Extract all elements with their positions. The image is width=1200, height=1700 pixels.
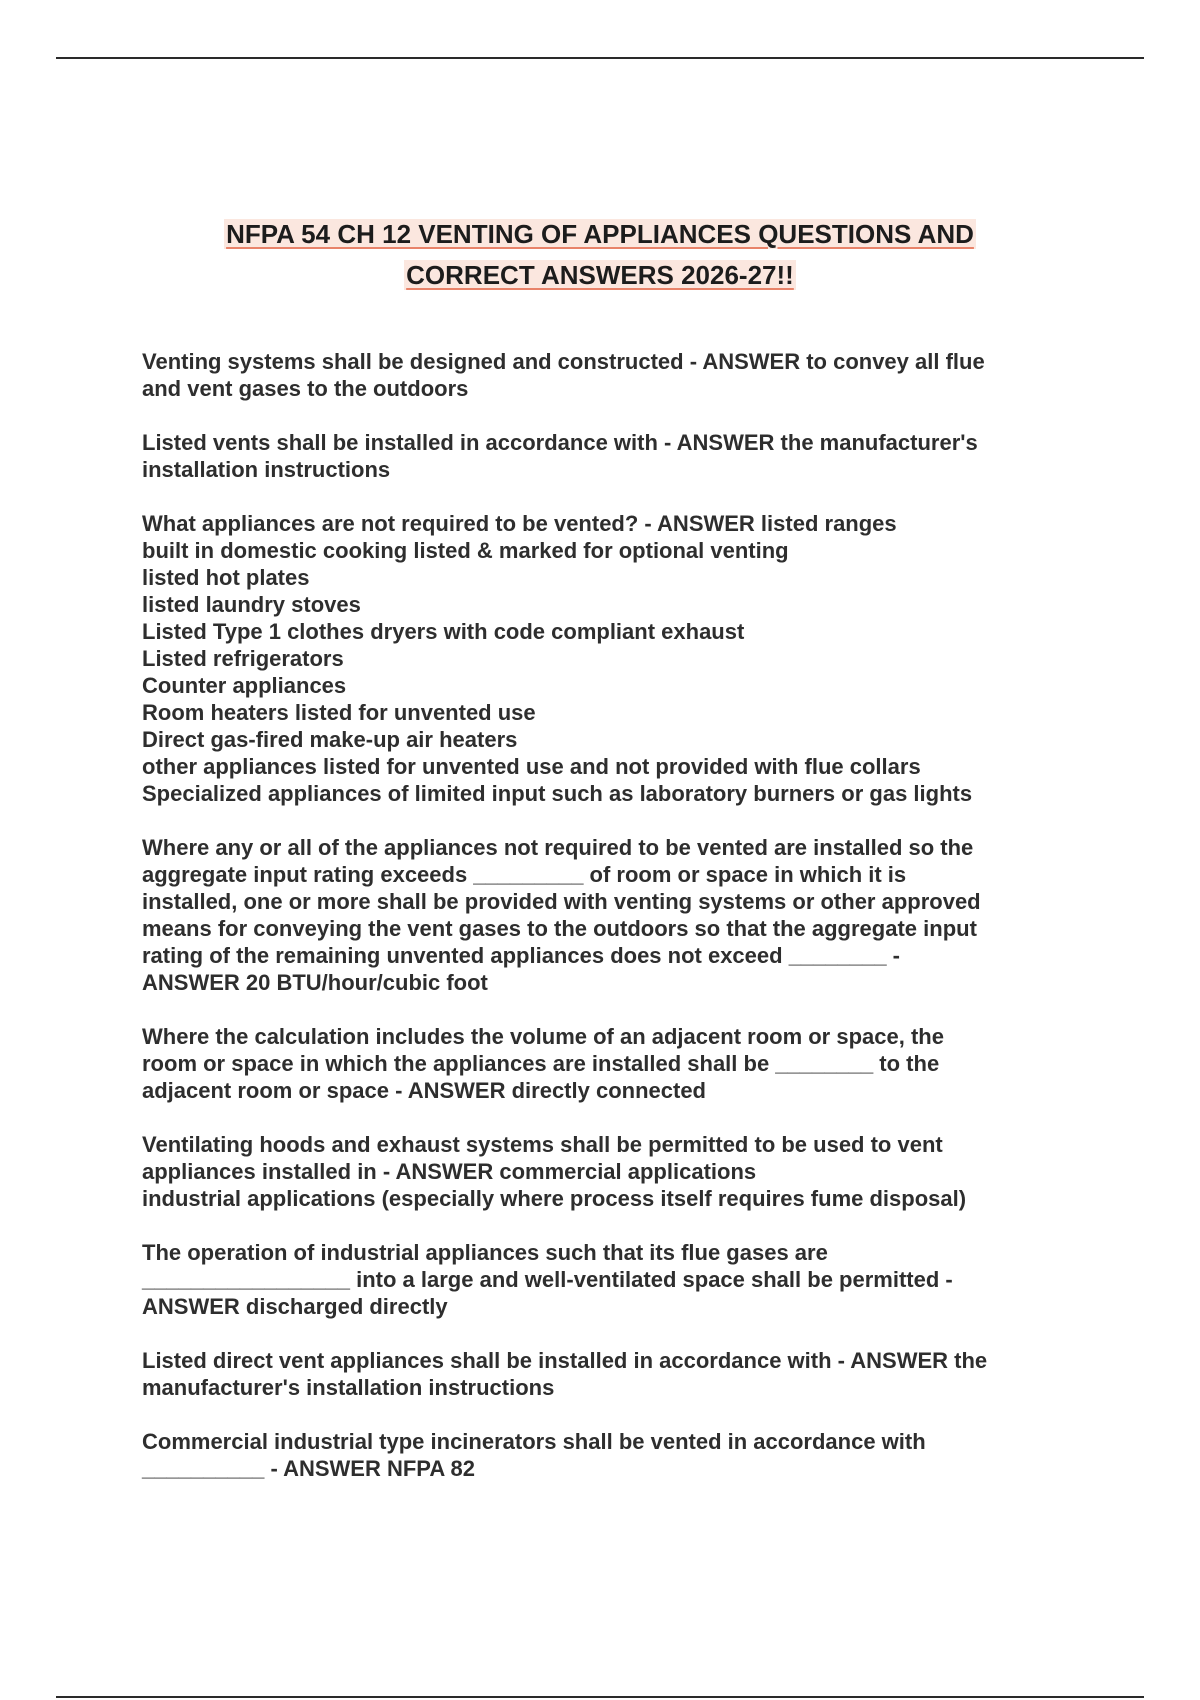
qa-item-1: Venting systems shall be designed and constructed - ANSWER to convey all flue and vent gases to the outdoors [142,349,985,401]
qa-item-6: Ventilating hoods and exhaust systems shall be permitted to be used to vent appliances installed in - ANSWER commercial applications industrial applications (especially where process itself requires fume disposal) [142,1132,967,1211]
qa-item-7: The operation of industrial appliances such that its flue gases are _________________ into a large and well-ventilated space shall be permitted - ANSWER discharged directly [142,1240,953,1319]
qa-item-2: Listed vents shall be installed in accordance with - ANSWER the manufacturer's installation instructions [142,430,978,482]
qa-item-4: Where any or all of the appliances not required to be vented are installed so the aggregate input rating exceeds _________ of room or space in which it is installed, one or more shall be provided with venting systems or other approved means for conveying the vent gases to the outdoors so that the aggregate input rating of the remaining unvented appliances does not exceed ________ - ANSWER 20 BTU/hour/cubic foot [142,835,981,995]
bottom-rule [56,1696,1144,1698]
qa-item-5: Where the calculation includes the volume of an adjacent room or space, the room or space in which the appliances are installed shall be ________ to the adjacent room or space - ANSWER directly connected [142,1024,944,1103]
qa-item-9: Commercial industrial type incinerators shall be vented in accordance with __________ - ANSWER NFPA 82 [142,1429,926,1481]
title-line-1: NFPA 54 CH 12 VENTING OF APPLIANCES QUESTIONS AND [226,219,974,249]
title-line-2: CORRECT ANSWERS 2026-27!! [406,260,794,290]
qa-item-8: Listed direct vent appliances shall be installed in accordance with - ANSWER the manufacturer's installation instructions [142,1348,988,1400]
qa-item-3: What appliances are not required to be vented? - ANSWER listed ranges built in domestic cooking listed & marked for optional venting listed hot plates listed laundry stoves Listed Type 1 clothes dryers with code compliant exhaust Listed refrigerators Counter appliances Room heaters listed for unvented use Direct gas-fired make-up air heaters other appliances listed for unvented use and not provided with flue collars Specialized appliances of limited input such as laboratory burners or gas lights [142,511,973,806]
qa-list [142,348,1082,1509]
top-rule [56,57,1144,59]
document-title [140,214,1060,296]
